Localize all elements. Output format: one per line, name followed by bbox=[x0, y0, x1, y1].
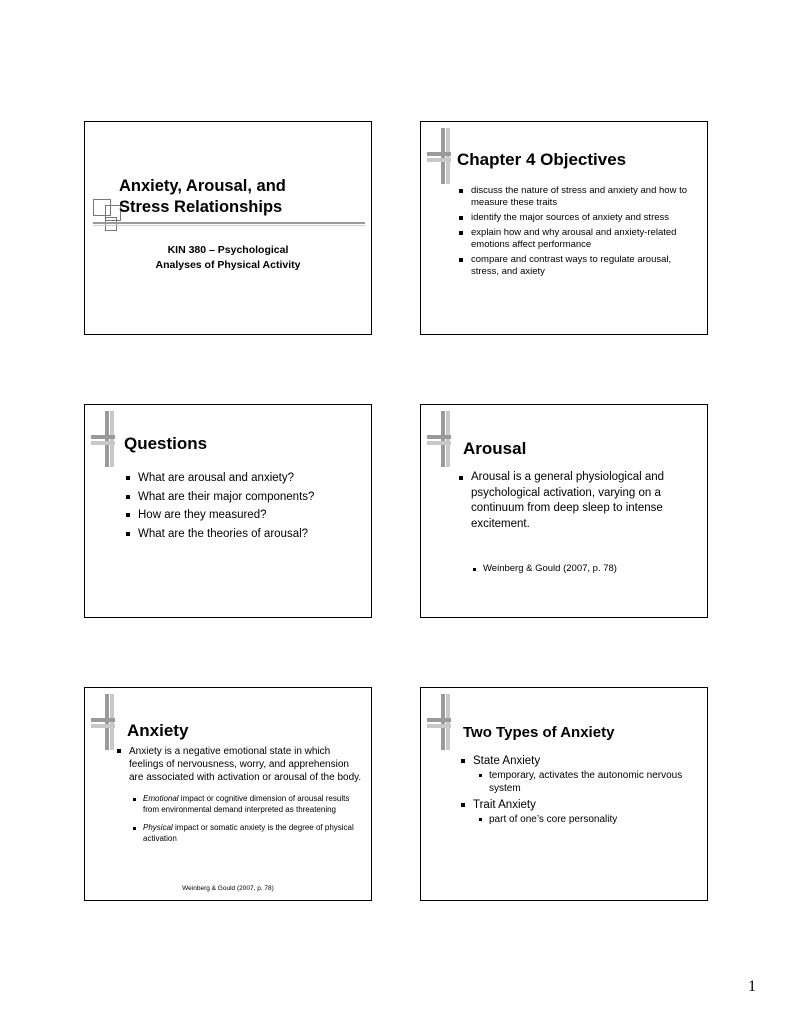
list-item: What are their major components? bbox=[124, 488, 364, 507]
course-subtitle bbox=[85, 243, 371, 273]
emphasis-text: Emotional bbox=[143, 794, 179, 803]
slide-heading: Chapter 4 Objectives bbox=[457, 150, 627, 169]
type-label: Trait Anxiety bbox=[473, 799, 536, 811]
subtitle-line-1: KIN 380 – Psychological bbox=[167, 244, 289, 256]
slide-title-heading bbox=[119, 176, 349, 218]
anxiety-types-list bbox=[459, 754, 699, 830]
type-label: State Anxiety bbox=[473, 755, 541, 767]
sublist-text: impact or somatic anxiety is the degree of physical activation bbox=[143, 823, 354, 843]
anxiety-sublist bbox=[131, 794, 365, 844]
slide-title bbox=[84, 121, 372, 335]
slide-objectives bbox=[420, 121, 708, 335]
slide-heading: Anxiety bbox=[127, 721, 189, 740]
list-item: identify the major sources of anxiety and stress bbox=[457, 212, 697, 224]
anxiety-definition: Anxiety is a negative emotional state in which feelings of nervousness, worry, and apprehension are associated with activation or arousal of the body. bbox=[129, 746, 362, 783]
arousal-list bbox=[457, 470, 697, 532]
list-item: explain how and why arousal and anxiety-related emotions affect performance bbox=[457, 227, 697, 251]
slide-heading: Arousal bbox=[463, 439, 527, 458]
sublist-text: impact or cognitive dimension of arousal results from environmental demand interpreted as threatening bbox=[143, 794, 350, 814]
slide-two-types bbox=[420, 687, 708, 901]
sublist-item: temporary, activates the autonomic nervous system bbox=[477, 770, 699, 795]
corner-cross-icon bbox=[421, 688, 481, 758]
slide-arousal bbox=[420, 404, 708, 618]
type-sublist bbox=[477, 770, 699, 795]
slide-questions bbox=[84, 404, 372, 618]
anxiety-list bbox=[115, 745, 365, 852]
list-item: How are they measured? bbox=[124, 506, 364, 525]
list-item: compare and contrast ways to regulate arousal, stress, and axiety bbox=[457, 254, 697, 278]
title-line-1: Anxiety, Arousal, and bbox=[119, 177, 286, 195]
list-item: What are the theories of arousal? bbox=[124, 525, 364, 544]
type-sublist bbox=[477, 814, 699, 827]
list-item bbox=[459, 798, 699, 827]
list-item bbox=[459, 754, 699, 795]
slide-heading: Two Types of Anxiety bbox=[463, 724, 615, 741]
citation: Weinberg & Gould (2007, p. 78) bbox=[182, 885, 274, 892]
subtitle-line-2: Analyses of Physical Activity bbox=[155, 259, 301, 271]
objectives-list bbox=[457, 185, 697, 281]
slide-heading: Questions bbox=[124, 434, 208, 453]
title-line-2: Stress Relationships bbox=[119, 198, 283, 216]
emphasis-text: Physical bbox=[143, 823, 173, 832]
slide-anxiety bbox=[84, 687, 372, 901]
list-item: What are arousal and anxiety? bbox=[124, 469, 364, 488]
page-number: 1 bbox=[748, 978, 756, 995]
sublist-item bbox=[131, 794, 365, 815]
divider-shadow bbox=[93, 225, 365, 226]
sublist-item: part of one’s core personality bbox=[477, 814, 699, 827]
list-item: discuss the nature of stress and anxiety and how to measure these traits bbox=[457, 185, 697, 209]
citation: Weinberg & Gould (2007, p. 78) bbox=[471, 563, 617, 574]
questions-list bbox=[124, 469, 364, 543]
divider bbox=[93, 222, 365, 224]
sublist-item bbox=[131, 823, 365, 844]
list-item bbox=[115, 745, 365, 844]
list-item: Arousal is a general physiological and psychological activation, varying on a continuum from deep sleep to intense excitement. bbox=[457, 470, 697, 532]
